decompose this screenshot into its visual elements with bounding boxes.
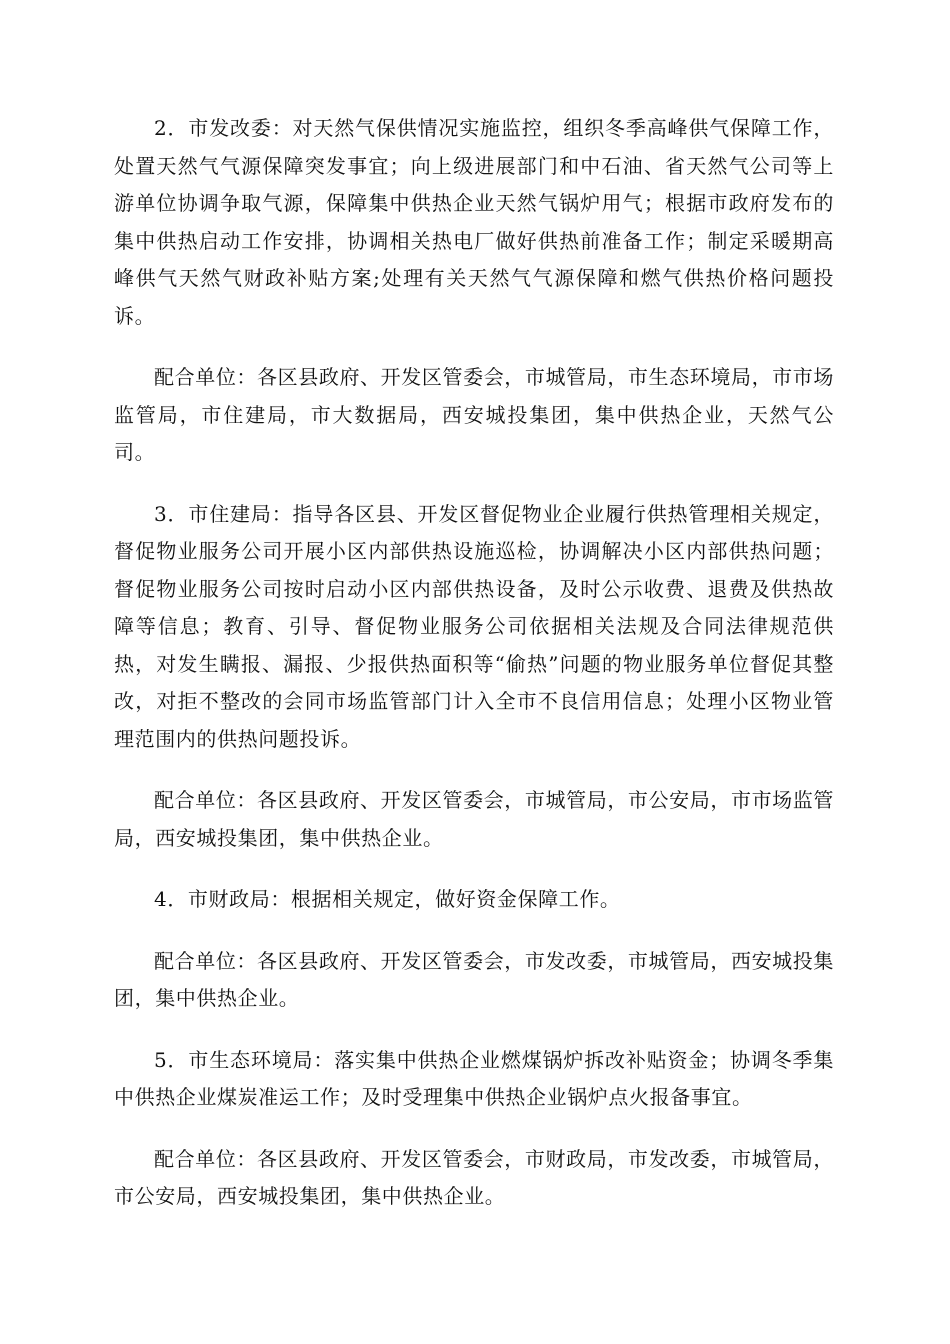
paragraph-ndrc-cooperating-units: 配合单位：各区县政府、开发区管委会，市城管局，市生态环境局，市市场监管局，市住建局，市大数据局，西安城投集团，集中供热企业，天然气公司。 — [114, 365, 834, 464]
paragraph-ndrc-duties: 2．市发改委：对天然气保供情况实施监控，组织冬季高峰供气保障工作，处置天然气气源保障突发事宜；向上级进展部门和中石油、省天然气公司等上游单位协调争取气源，保障集中供热企业天然气锅炉用气；根据市政府发布的集中供热启动工作安排，协调相关热电厂做好供热前准备工作；制定采暖期高峰供气天然气财政补贴方案;处理有关天然气气源保障和燃气供热价格问题投诉。 — [114, 116, 834, 328]
paragraph-ecology-bureau-duties: 5．市生态环境局：落实集中供热企业燃煤锅炉拆改补贴资金；协调冬季集中供热企业煤炭准运工作；及时受理集中供热企业锅炉点火报备事宜。 — [114, 1047, 834, 1109]
document-page — [114, 110, 834, 1240]
paragraph-housing-cooperating-units: 配合单位：各区县政府、开发区管委会，市城管局，市公安局，市市场监管局，西安城投集团，集中供热企业。 — [114, 788, 834, 850]
paragraph-finance-bureau-duties: 4．市财政局：根据相关规定，做好资金保障工作。 — [154, 887, 621, 911]
paragraph-finance-cooperating-units: 配合单位：各区县政府、开发区管委会，市发改委，市城管局，西安城投集团，集中供热企业。 — [114, 948, 834, 1010]
paragraph-housing-bureau-duties: 3．市住建局：指导各区县、开发区督促物业企业履行供热管理相关规定，督促物业服务公司开展小区内部供热设施巡检，协调解决小区内部供热问题；督促物业服务公司按时启动小区内部供热设备，及时公示收费、退费及供热故障等信息；教育、引导、督促物业服务公司依据相关法规及合同法律规范供热，对发生瞒报、漏报、少报供热面积等“偷热”问题的物业服务单位督促其整改，对拒不整改的会同市场监管部门计入全市不良信用信息；处理小区物业管理范围内的供热问题投诉。 — [114, 501, 834, 751]
paragraph-ecology-cooperating-units: 配合单位：各区县政府、开发区管委会，市财政局，市发改委，市城管局，市公安局，西安城投集团，集中供热企业。 — [114, 1146, 834, 1208]
